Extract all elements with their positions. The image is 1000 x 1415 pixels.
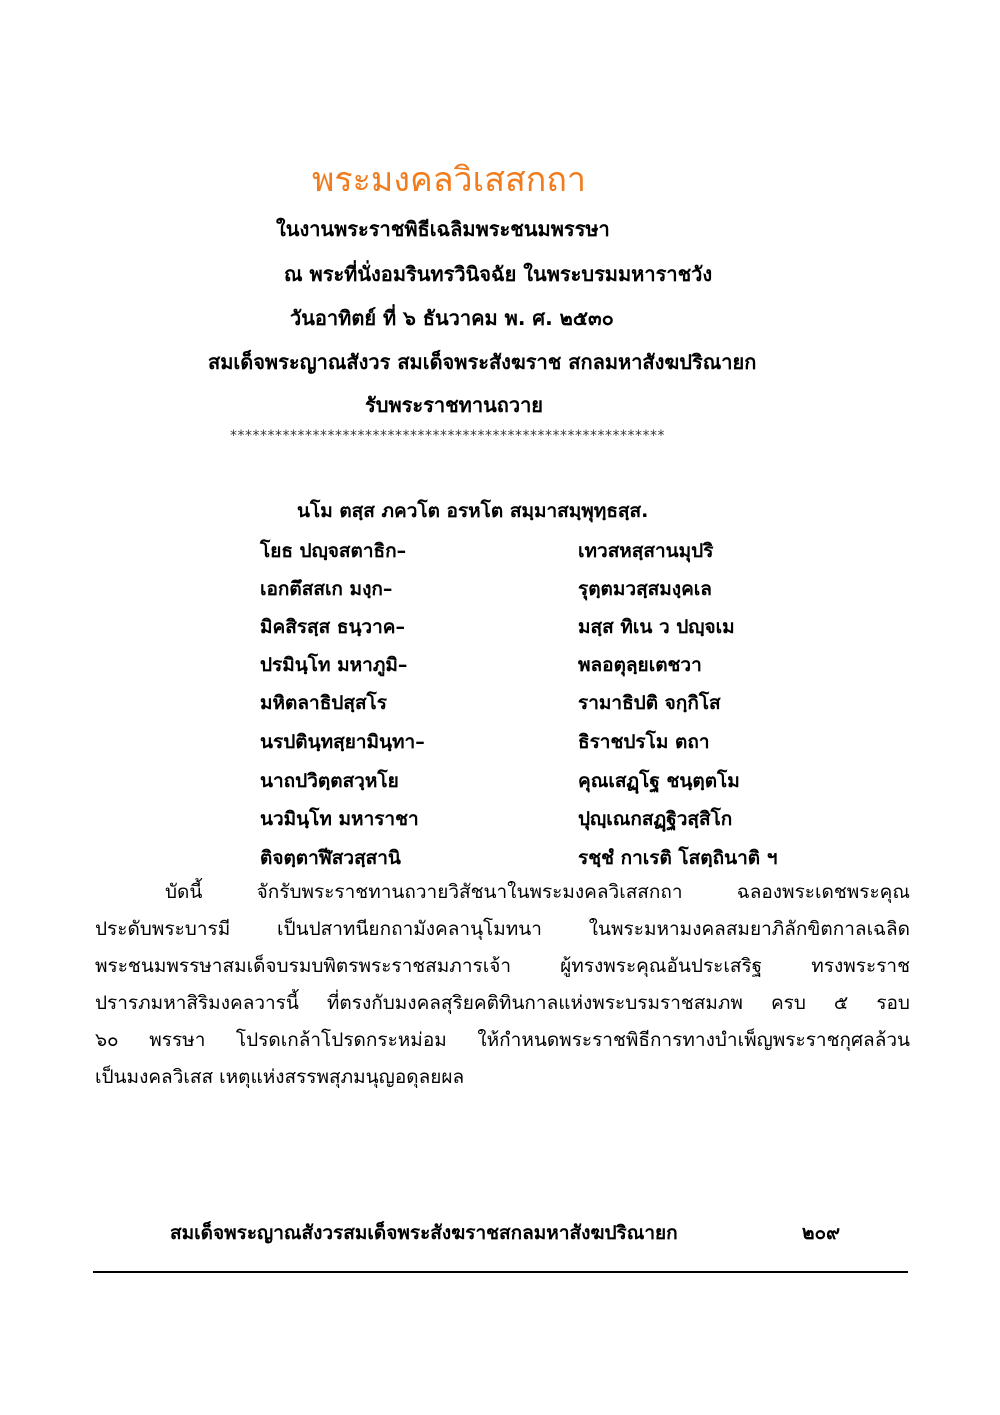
verse-right-4: พลอตุลฺยเตชวา bbox=[578, 654, 702, 676]
verse-right-6: ธิราชปรโม ตถา bbox=[578, 731, 710, 753]
footer-rule bbox=[93, 1271, 908, 1273]
verse-left-9: ติจตฺตาฬีสวสฺสานิ bbox=[260, 847, 401, 869]
verse-right-1: เทวสหสฺสานมุปริ bbox=[578, 540, 714, 562]
verse-left-8: นวมินฺโท มหาราชา bbox=[260, 808, 419, 830]
verse-left-5: มหิตลาธิปสฺสโร bbox=[260, 692, 387, 714]
verse-intro: นโม ตสฺส ภควโต อรหโต สมฺมาสมฺพุทฺธสฺส. bbox=[297, 500, 649, 522]
verse-left-7: นาถปวิตฺตสวฺหโย bbox=[260, 770, 399, 792]
footer-author: สมเด็จพระญาณสังวรสมเด็จพระสังฆราชสกลมหาสังฆปริณายก bbox=[170, 1222, 678, 1244]
verse-left-1: โยธ ปญฺจสตาธิก– bbox=[260, 540, 407, 562]
paragraph-line: ปรารภมหาสิริมงคลวารนี้ ที่ตรงกับมงคลสุริยคติทินกาลแห่งพระบรมราชสมภพ ครบ ๕ รอบ bbox=[95, 992, 910, 1014]
verse-right-3: มสฺส ทิเน ว ปญฺจเม bbox=[578, 616, 735, 638]
paragraph-line: บัดนี้ จักรับพระราชทานถวายวิสัชนาในพระมงคลวิเสสกถา ฉลองพระเดชพระคุณ bbox=[165, 881, 910, 903]
paragraph-line: ประดับพระบารมี เป็นปสาทนียกถามังคลานุโมทนา ในพระมหามงคลสมยาภิลักขิตกาลเฉลิด bbox=[95, 918, 910, 940]
verse-right-8: ปุญฺเณกสฏฺฐิวสฺสิโก bbox=[578, 808, 733, 830]
separator-stars: ********************************************************** bbox=[230, 428, 665, 444]
verse-left-3: มิคสิรสฺส ธนฺวาค– bbox=[260, 616, 405, 638]
paragraph-line: ๖๐ พรรษา โปรดเกล้าโปรดกระหม่อม ให้กำหนดพระราชพิธีการทางบำเพ็ญพระราชกุศลล้วน bbox=[95, 1029, 910, 1051]
header-line-date: วันอาทิตย์ ที่ ๖ ธันวาคม พ. ศ. ๒๕๓๐ bbox=[290, 306, 614, 330]
header-line-ceremony: ในงานพระราชพิธีเฉลิมพระชนมพรรษา bbox=[276, 217, 610, 241]
verse-right-9: รชฺชํ กาเรติ โสตฺถินาติ ฯ bbox=[578, 847, 778, 869]
verse-left-2: เอกตึสสเก มงฺก– bbox=[260, 578, 393, 600]
paragraph-line: เป็นมงคลวิเสส เหตุแห่งสรรพสุภมนุญอดุลยผล bbox=[95, 1066, 465, 1088]
header-line-author: สมเด็จพระญาณสังวร สมเด็จพระสังฆราช สกลมหาสังฆปริณายก bbox=[208, 350, 757, 374]
verse-right-5: รามาธิปติ จกฺกิโส bbox=[578, 692, 721, 714]
verse-left-6: นรปตินฺทสฺยามินฺทา– bbox=[260, 731, 425, 753]
header-line-location: ณ พระที่นั่งอมรินทรวินิจฉัย ในพระบรมมหาราชวัง bbox=[284, 262, 713, 286]
body-paragraph bbox=[95, 874, 910, 1096]
page-number: ๒๐๙ bbox=[802, 1222, 841, 1244]
verse-left-4: ปรมินฺโท มหาภูมิ– bbox=[260, 654, 408, 676]
verse-right-2: รุตฺตมวสฺสมงฺคเล bbox=[578, 578, 712, 600]
header-line-receive: รับพระราชทานถวาย bbox=[365, 393, 544, 417]
page-title: พระมงคลวิเสสกถา bbox=[312, 160, 587, 200]
verse-right-7: คุณเสฏฺโฐ ชนฺตฺตโม bbox=[578, 770, 740, 792]
paragraph-line: พระชนมพรรษาสมเด็จบรมบพิตรพระราชสมภารเจ้า ผู้ทรงพระคุณอันประเสริฐ ทรงพระราช bbox=[95, 955, 910, 977]
